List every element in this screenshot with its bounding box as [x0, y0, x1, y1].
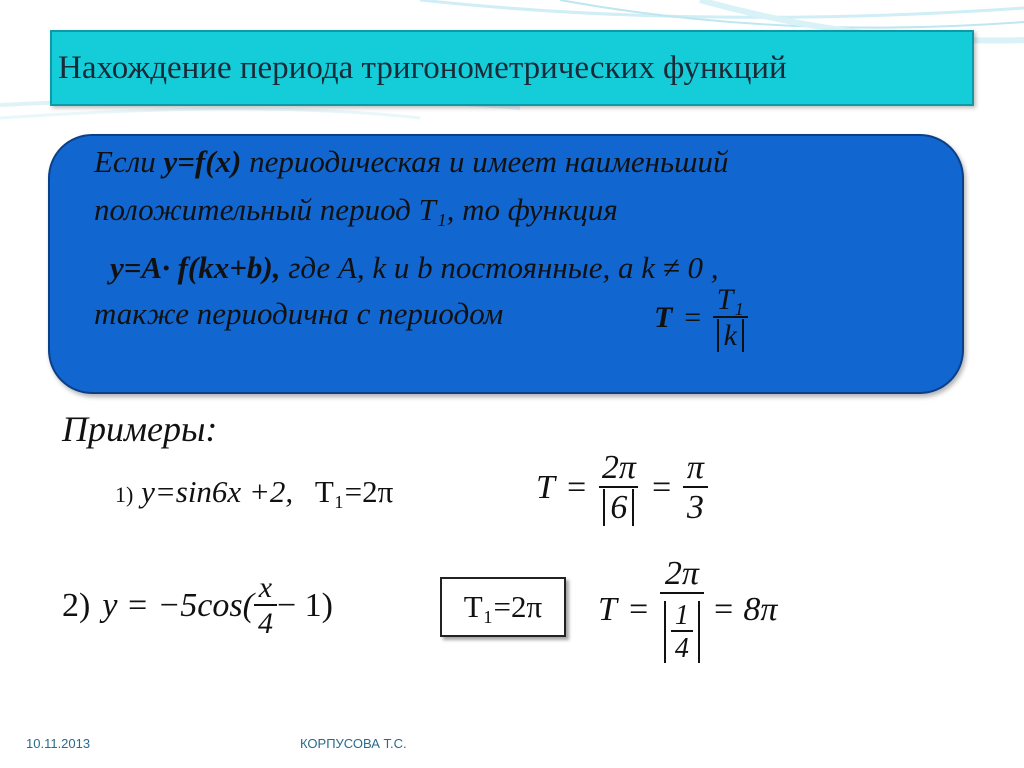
- definition-function: y=f(x): [163, 144, 242, 179]
- examples-heading: Примеры:: [62, 409, 218, 449]
- formula-lhs: T: [598, 590, 617, 628]
- footer-date: 10.11.2013: [26, 736, 91, 751]
- example-2-base-period-box: Т₁=2π: [440, 577, 566, 637]
- slide-title: Нахождение периода тригонометрических функций: [58, 50, 787, 86]
- definition-text: где A, k и b постоянные, а k ≠ 0 ,: [280, 250, 719, 285]
- example-2-index: 2): [62, 586, 91, 624]
- formula-fraction: [713, 284, 748, 351]
- formula-numerator: 2π: [664, 555, 699, 592]
- formula-numerator: π: [686, 449, 704, 486]
- example-2-function: y = −5cos(: [102, 586, 254, 624]
- example-2-period-formula: T = $\frac{2\pi}{\frac{1}{4}}$ = 8π: [598, 555, 778, 665]
- inner-denominator: 4: [671, 630, 693, 663]
- inner-fraction: [671, 601, 693, 664]
- example-2-fraction: [254, 572, 277, 639]
- formula-denominator: [660, 592, 704, 664]
- example-1-index: 1): [115, 482, 134, 507]
- inner-numerator: 1: [674, 599, 689, 631]
- definition-box: [48, 134, 964, 394]
- fraction-numerator: x: [258, 571, 273, 604]
- formula-lhs: T: [654, 300, 673, 334]
- example-1-base-period: Т₁=2π: [314, 474, 394, 509]
- formula-denominator: 6: [603, 489, 634, 526]
- formula-lhs: T: [536, 468, 555, 506]
- formula-numerator: 2π: [601, 449, 636, 486]
- formula-eq: =: [682, 300, 703, 334]
- definition-text: периодическая и имеет наименьший: [241, 144, 729, 179]
- formula-fraction-2: [683, 450, 708, 525]
- example-2: [62, 572, 333, 639]
- formula-fraction-1: [598, 450, 640, 525]
- definition-line-2: положительный период Т₁, то функция: [94, 192, 618, 227]
- formula-denominator: k: [717, 319, 744, 352]
- example-1: [115, 474, 393, 510]
- definition-line-1: [94, 144, 729, 180]
- formula-numerator: T₁: [716, 283, 744, 316]
- transformed-function: y=A· f(kx+b),: [110, 250, 281, 285]
- example-2-function-tail: − 1): [276, 586, 333, 624]
- example-1-function: y=sin6x +2,: [133, 474, 294, 509]
- footer-author: КОРПУСОВА Т.С.: [300, 736, 407, 751]
- definition-line-3: [110, 250, 719, 286]
- formula-result: = 8π: [711, 590, 778, 628]
- definition-text: Если: [94, 144, 164, 179]
- definition-line-4: также периодична с периодом: [94, 296, 504, 331]
- fraction-denominator: 4: [254, 604, 277, 640]
- formula-fraction: [660, 556, 704, 663]
- formula-denominator: 3: [683, 486, 708, 526]
- title-banner: [50, 30, 974, 106]
- period-formula: [654, 284, 748, 351]
- example-1-period-formula: T = $\frac{2\pi}{6}$ = $\frac{\pi}{3}$: [536, 450, 708, 525]
